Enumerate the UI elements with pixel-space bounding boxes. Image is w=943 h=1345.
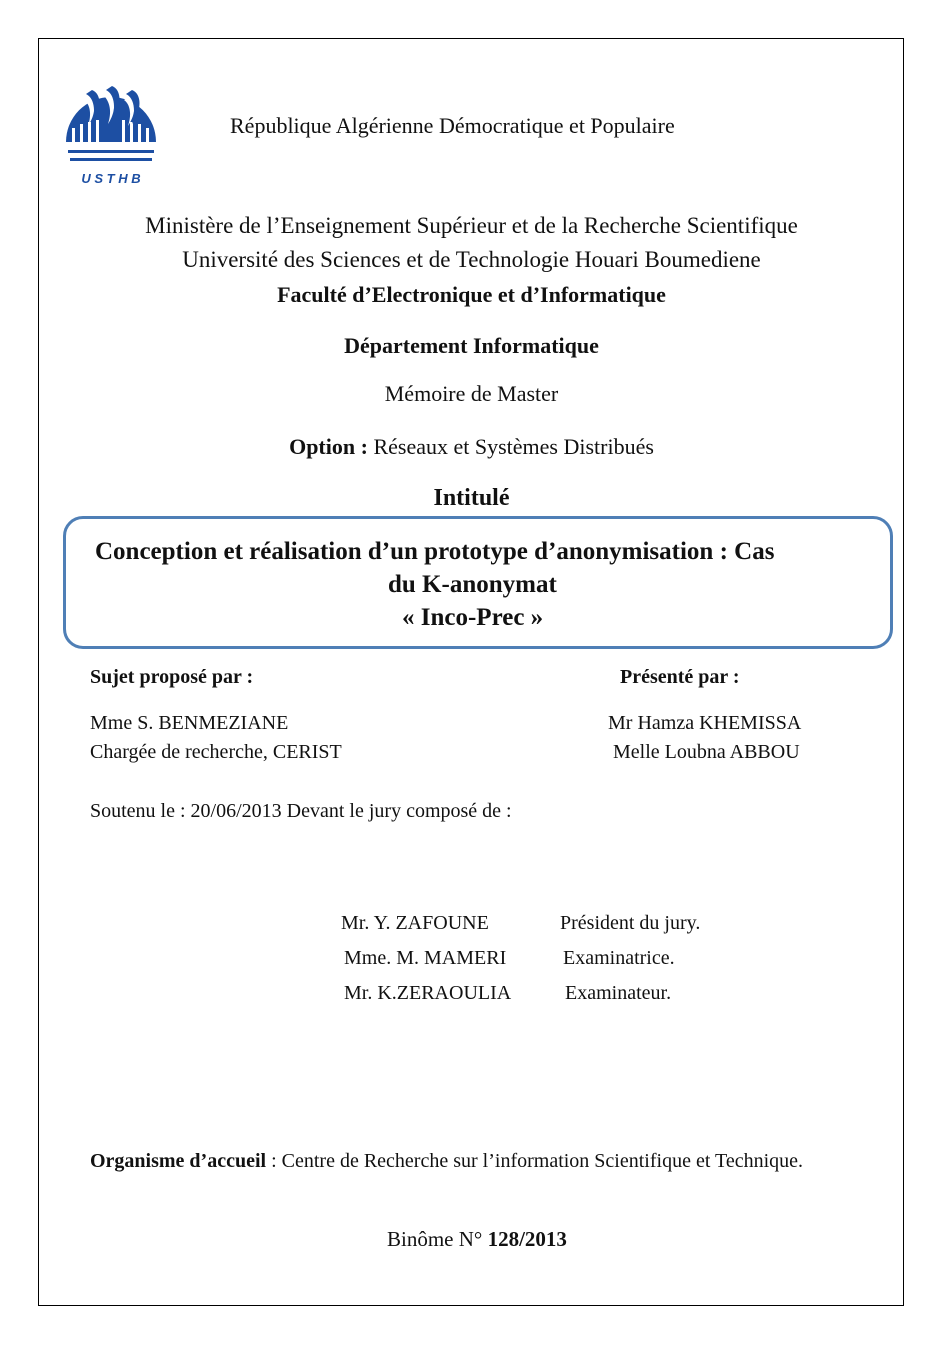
host-organization bbox=[90, 1150, 803, 1173]
usthb-logo-icon bbox=[62, 84, 160, 186]
republique-heading: République Algérienne Démocratique et Populaire bbox=[230, 113, 675, 138]
thesis-title-line-2: du K-anonymat bbox=[388, 571, 557, 598]
supervisor-role: Chargée de recherche, CERIST bbox=[90, 741, 342, 763]
universite-heading: Université des Sciences et de Technologie Houari Boumediene bbox=[182, 247, 761, 272]
jury-member-role: Président du jury. bbox=[560, 912, 701, 934]
presented-label: Présenté par : bbox=[620, 666, 740, 688]
departement-heading: Département Informatique bbox=[344, 333, 599, 358]
jury-member-role: Examinateur. bbox=[565, 982, 672, 1004]
binome-value: 128/2013 bbox=[487, 1227, 567, 1251]
option-label: Option : bbox=[289, 434, 368, 459]
jury-member-name: Mr. K.ZERAOULIA bbox=[344, 982, 512, 1004]
student-name: Mr Hamza KHEMISSA bbox=[608, 712, 802, 734]
jury-member-role: Examinatrice. bbox=[563, 947, 675, 969]
svg-text:U S T H B: U S T H B bbox=[81, 171, 141, 186]
memoire-type: Mémoire de Master bbox=[384, 381, 559, 406]
jury-member-name: Mme. M. MAMERI bbox=[344, 947, 507, 969]
supervisor-name: Mme S. BENMEZIANE bbox=[90, 712, 289, 734]
intitule-heading: Intitulé bbox=[433, 485, 510, 511]
ministere-heading: Ministère de l’Enseignement Supérieur et de la Recherche Scientifique bbox=[145, 213, 798, 238]
host-organization-label: Organisme d’accueil bbox=[90, 1150, 267, 1172]
host-organization-value: : Centre de Recherche sur l’information Scientifique et Technique. bbox=[266, 1150, 804, 1172]
student-name: Melle Loubna ABBOU bbox=[613, 741, 800, 763]
faculte-heading: Faculté d’Electronique et d’Informatique bbox=[277, 282, 666, 307]
binome-label: Binôme N° bbox=[387, 1227, 488, 1251]
jury-member-name: Mr. Y. ZAFOUNE bbox=[341, 912, 489, 934]
binome-number bbox=[387, 1227, 567, 1252]
defense-line: Soutenu le : 20/06/2013 Devant le jury composé de : bbox=[90, 800, 512, 822]
thesis-title-line-3: « Inco-Prec » bbox=[402, 604, 544, 631]
option-value: Réseaux et Systèmes Distribués bbox=[367, 434, 654, 459]
option-line bbox=[0, 434, 943, 460]
supervisor-label: Sujet proposé par : bbox=[90, 666, 254, 688]
thesis-title-line-1: Conception et réalisation d’un prototype d’anonymisation : Cas bbox=[95, 538, 775, 565]
